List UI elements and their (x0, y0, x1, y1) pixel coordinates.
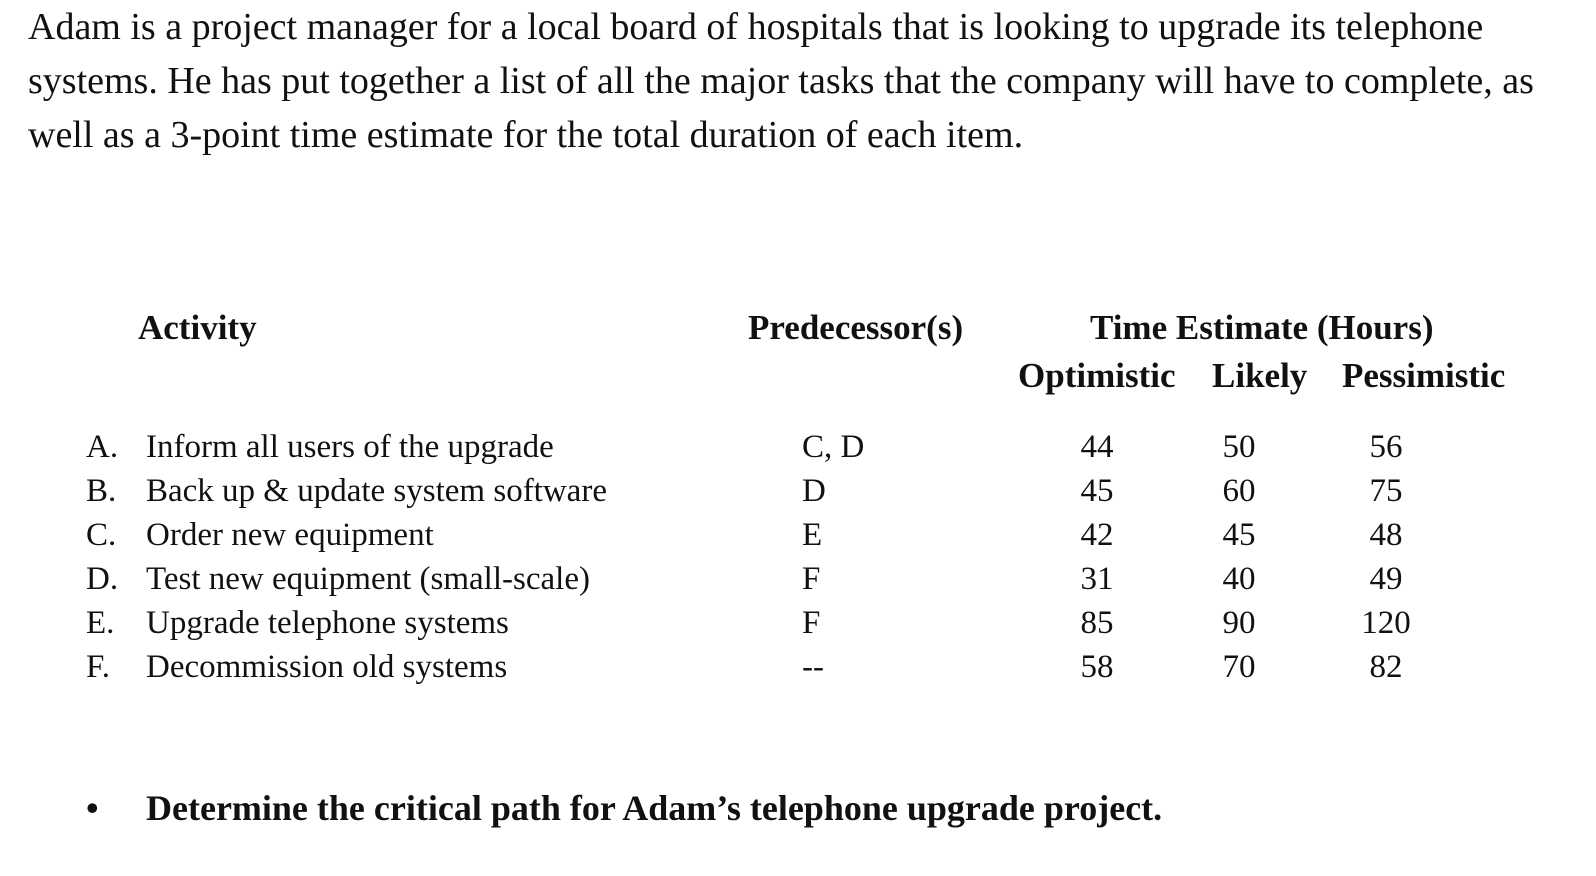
activity-name: Back up & update system software (146, 473, 607, 509)
optimistic-value: 42 (1080, 517, 1114, 553)
likely-value: 50 (1222, 429, 1256, 465)
header-time-estimate: Time Estimate (Hours) (1090, 308, 1434, 347)
optimistic-value: 85 (1080, 605, 1114, 641)
activity-letter: C. (86, 517, 117, 553)
activity-predecessors: F (802, 605, 821, 641)
bullet-icon: • (86, 788, 99, 828)
optimistic-value: 45 (1080, 473, 1114, 509)
likely-value: 40 (1222, 561, 1256, 597)
table-row (0, 602, 1596, 645)
activity-name: Order new equipment (146, 517, 434, 553)
header-likely: Likely (1212, 356, 1308, 395)
activity-letter: B. (86, 473, 117, 509)
activity-predecessors: C, D (802, 429, 865, 465)
optimistic-value: 58 (1080, 649, 1114, 685)
task-item (86, 784, 1162, 832)
activity-name: Inform all users of the upgrade (146, 429, 554, 465)
activity-letter: A. (86, 429, 119, 465)
activity-letter: F. (86, 649, 110, 685)
pessimistic-value: 48 (1369, 517, 1403, 553)
optimistic-value: 31 (1080, 561, 1114, 597)
activity-predecessors: D (802, 473, 826, 509)
activity-letter: E. (86, 605, 115, 641)
activity-predecessors: -- (802, 649, 824, 685)
header-activity: Activity (138, 308, 257, 347)
optimistic-value: 44 (1080, 429, 1114, 465)
header-pessimistic: Pessimistic (1342, 356, 1506, 395)
table-row (0, 426, 1596, 469)
pessimistic-value: 120 (1361, 605, 1411, 641)
likely-value: 60 (1222, 473, 1256, 509)
pessimistic-value: 75 (1369, 473, 1403, 509)
likely-value: 90 (1222, 605, 1256, 641)
header-optimistic: Optimistic (1018, 356, 1176, 395)
task-text: Determine the critical path for Adam’s telephone upgrade project. (146, 788, 1163, 828)
intro-paragraph: Adam is a project manager for a local board of hospitals that is looking to upgrade its telephone systems. He has put together a list of all the major tasks that the company will have to complete, as well as a 3-point time estimate for the total duration of each item. (28, 6, 1534, 156)
likely-value: 45 (1222, 517, 1256, 553)
table-row (0, 646, 1596, 689)
activity-name: Decommission old systems (146, 649, 508, 685)
pessimistic-value: 56 (1369, 429, 1403, 465)
table-row (0, 470, 1596, 513)
header-predecessors: Predecessor(s) (748, 308, 964, 347)
table-row (0, 558, 1596, 601)
table-row (0, 514, 1596, 557)
activity-letter: D. (86, 561, 119, 597)
activity-name: Upgrade telephone systems (146, 605, 509, 641)
activity-predecessors: F (802, 561, 821, 597)
activity-predecessors: E (802, 517, 823, 553)
pessimistic-value: 49 (1369, 561, 1403, 597)
activity-name: Test new equipment (small-scale) (146, 561, 590, 597)
pessimistic-value: 82 (1369, 649, 1403, 685)
likely-value: 70 (1222, 649, 1256, 685)
